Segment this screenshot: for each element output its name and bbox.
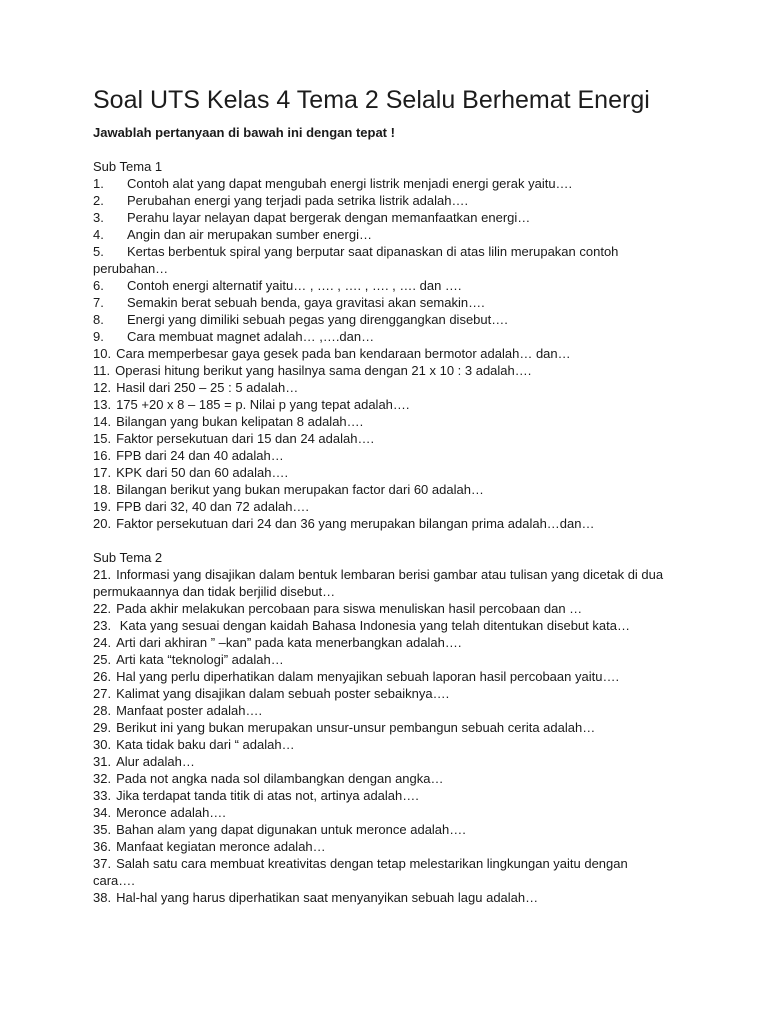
question-number: 5.: [93, 244, 104, 259]
question-item: [93, 430, 673, 447]
question-item: [93, 855, 673, 889]
question-text: Perubahan energi yang terjadi pada setrika listrik adalah….: [127, 193, 469, 208]
question-text: FPB dari 32, 40 dan 72 adalah….: [116, 499, 310, 514]
question-text: Bahan alam yang dapat digunakan untuk meronce adalah….: [116, 822, 466, 837]
question-text: Semakin berat sebuah benda, gaya gravitasi akan semakin….: [127, 295, 485, 310]
question-number: 7.: [93, 295, 104, 310]
question-number: 37.: [93, 856, 112, 871]
question-number: 24.: [93, 635, 112, 650]
question-item: [93, 804, 673, 821]
question-number: 36.: [93, 839, 112, 854]
question-number: 23.: [93, 618, 112, 633]
question-item: [93, 345, 673, 362]
question-list: [93, 175, 673, 532]
question-text: Manfaat poster adalah….: [116, 703, 263, 718]
question-text: Kata tidak baku dari “ adalah…: [116, 737, 295, 752]
question-text: Bilangan yang bukan kelipatan 8 adalah….: [116, 414, 364, 429]
question-number: 29.: [93, 720, 112, 735]
question-number: 31.: [93, 754, 112, 769]
question-number: 14.: [93, 414, 112, 429]
question-item: [93, 566, 673, 600]
question-item: [93, 243, 673, 277]
question-text: Hasil dari 250 – 25 : 5 adalah…: [116, 380, 299, 395]
question-number: 9.: [93, 329, 104, 344]
question-item: [93, 634, 673, 651]
question-item: [93, 328, 673, 345]
question-number: 8.: [93, 312, 104, 327]
question-item: [93, 617, 673, 634]
question-number: 25.: [93, 652, 112, 667]
question-item: [93, 362, 673, 379]
question-number: 15.: [93, 431, 112, 446]
page-title: Soal UTS Kelas 4 Tema 2 Selalu Berhemat Energi: [93, 86, 650, 114]
question-number: 17.: [93, 465, 112, 480]
question-text: Hal yang perlu diperhatikan dalam menyajikan sebuah laporan hasil percobaan yaitu….: [116, 669, 620, 684]
question-number: 38.: [93, 890, 112, 905]
question-text: Cara memperbesar gaya gesek pada ban kendaraan bermotor adalah… dan…: [116, 346, 571, 361]
question-item: [93, 311, 673, 328]
question-text: Operasi hitung berikut yang hasilnya sama dengan 21 x 10 : 3 adalah….: [115, 363, 532, 378]
question-number: 13.: [93, 397, 112, 412]
question-number: 32.: [93, 771, 112, 786]
question-text: Meronce adalah….: [116, 805, 226, 820]
question-item: [93, 277, 673, 294]
question-text: Kalimat yang disajikan dalam sebuah poster sebaiknya….: [116, 686, 450, 701]
question-text: Salah satu cara membuat kreativitas dengan tetap melestarikan lingkungan yaitu dengan cara….: [93, 856, 628, 888]
question-item: [93, 770, 673, 787]
question-text: Jika terdapat tanda titik di atas not, artinya adalah….: [116, 788, 419, 803]
question-text: FPB dari 24 dan 40 adalah…: [116, 448, 284, 463]
question-number: 10.: [93, 346, 112, 361]
question-number: 22.: [93, 601, 112, 616]
question-number: 6.: [93, 278, 104, 293]
question-text: Energi yang dimiliki sebuah pegas yang direnggangkan disebut….: [127, 312, 508, 327]
question-number: 11.: [93, 363, 111, 378]
question-text: Angin dan air merupakan sumber energi…: [127, 227, 372, 242]
question-item: [93, 702, 673, 719]
question-number: 33.: [93, 788, 112, 803]
question-item: [93, 685, 673, 702]
question-item: [93, 413, 673, 430]
question-number: 27.: [93, 686, 112, 701]
question-number: 35.: [93, 822, 112, 837]
question-item: [93, 175, 673, 192]
question-item: [93, 787, 673, 804]
document-page: [93, 86, 673, 906]
question-text: Cara membuat magnet adalah… ,….dan…: [127, 329, 375, 344]
question-number: 19.: [93, 499, 112, 514]
question-item: [93, 447, 673, 464]
question-item: [93, 192, 673, 209]
question-text: KPK dari 50 dan 60 adalah….: [116, 465, 289, 480]
question-item: [93, 209, 673, 226]
question-item: [93, 498, 673, 515]
question-number: 4.: [93, 227, 104, 242]
question-number: 30.: [93, 737, 112, 752]
question-list: [93, 566, 673, 906]
question-text: Manfaat kegiatan meronce adalah…: [116, 839, 326, 854]
question-text: Contoh energi alternatif yaitu… , …. , …. , …. , …. dan ….: [127, 278, 462, 293]
question-number: 18.: [93, 482, 112, 497]
question-text: 175 +20 x 8 – 185 = p. Nilai p yang tepat adalah….: [116, 397, 410, 412]
question-item: [93, 668, 673, 685]
question-text: Hal-hal yang harus diperhatikan saat menyanyikan sebuah lagu adalah…: [116, 890, 539, 905]
question-item: [93, 515, 673, 532]
question-item: [93, 226, 673, 243]
question-item: [93, 719, 673, 736]
question-item: [93, 736, 673, 753]
question-text: Kata yang sesuai dengan kaidah Bahasa Indonesia yang telah ditentukan disebut kata…: [116, 618, 630, 633]
question-number: 3.: [93, 210, 104, 225]
question-number: 21.: [93, 567, 112, 582]
question-text: Arti kata “teknologi” adalah…: [116, 652, 284, 667]
section-sub-tema-2: [93, 549, 673, 906]
question-item: [93, 379, 673, 396]
question-number: 26.: [93, 669, 112, 684]
question-number: 28.: [93, 703, 112, 718]
question-item: [93, 889, 673, 906]
question-item: [93, 821, 673, 838]
question-number: 16.: [93, 448, 112, 463]
question-item: [93, 294, 673, 311]
question-text: Informasi yang disajikan dalam bentuk lembaran berisi gambar atau tulisan yang dicetak di dua permukaannya dan tidak berjilid disebut…: [93, 567, 664, 599]
section-heading: Sub Tema 2: [93, 550, 163, 565]
question-text: Bilangan berikut yang bukan merupakan factor dari 60 adalah…: [116, 482, 484, 497]
question-text: Pada not angka nada sol dilambangkan dengan angka…: [116, 771, 444, 786]
question-number: 1.: [93, 176, 104, 191]
question-item: [93, 396, 673, 413]
question-item: [93, 600, 673, 617]
question-text: Arti dari akhiran ” –kan” pada kata menerbangkan adalah….: [116, 635, 462, 650]
question-text: Faktor persekutuan dari 24 dan 36 yang merupakan bilangan prima adalah…dan…: [116, 516, 595, 531]
question-text: Faktor persekutuan dari 15 dan 24 adalah….: [116, 431, 375, 446]
section-sub-tema-1: [93, 158, 673, 532]
question-text: Perahu layar nelayan dapat bergerak dengan memanfaatkan energi…: [127, 210, 531, 225]
question-item: [93, 753, 673, 770]
question-number: 20.: [93, 516, 112, 531]
question-text: Contoh alat yang dapat mengubah energi listrik menjadi energi gerak yaitu….: [127, 176, 573, 191]
question-text: Alur adalah…: [116, 754, 195, 769]
question-text: Kertas berbentuk spiral yang berputar saat dipanaskan di atas lilin merupakan contoh perubahan…: [93, 244, 619, 276]
question-item: [93, 481, 673, 498]
question-number: 12.: [93, 380, 112, 395]
question-number: 2.: [93, 193, 104, 208]
question-number: 34.: [93, 805, 112, 820]
question-text: Berikut ini yang bukan merupakan unsur-unsur pembangun sebuah cerita adalah…: [116, 720, 596, 735]
section-heading: Sub Tema 1: [93, 159, 163, 174]
question-item: [93, 838, 673, 855]
question-item: [93, 651, 673, 668]
instruction-text: Jawablah pertanyaan di bawah ini dengan tepat !: [93, 125, 395, 140]
question-item: [93, 464, 673, 481]
question-text: Pada akhir melakukan percobaan para siswa menuliskan hasil percobaan dan …: [116, 601, 583, 616]
